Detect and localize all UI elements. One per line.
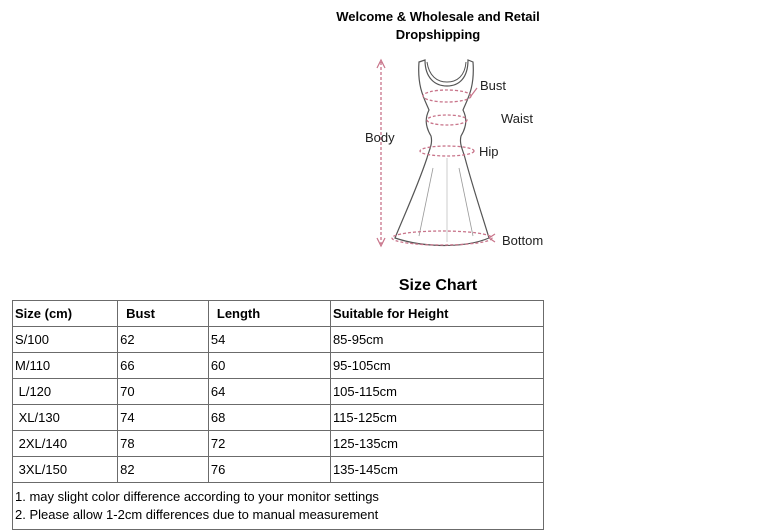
cell-bust: 66 — [118, 353, 209, 379]
cell-size: L/120 — [13, 379, 118, 405]
size-chart-table — [12, 300, 544, 530]
hip-label: Hip — [479, 144, 499, 159]
cell-height: 115-125cm — [330, 405, 543, 431]
cell-height: 85-95cm — [330, 327, 543, 353]
cell-length: 64 — [208, 379, 330, 405]
table-header-row — [13, 301, 544, 327]
bust-label: Bust — [480, 78, 507, 93]
table-row — [13, 431, 544, 457]
table-row — [13, 327, 544, 353]
cell-length: 68 — [208, 405, 330, 431]
header-size: Size (cm) — [13, 301, 118, 327]
header-line-1: Welcome & Wholesale and Retail — [336, 9, 540, 24]
table-row — [13, 353, 544, 379]
cell-length: 54 — [208, 327, 330, 353]
dress-outline — [395, 60, 489, 246]
header-length: Length — [208, 301, 330, 327]
dress-measurement-diagram — [355, 48, 565, 258]
table-row — [13, 405, 544, 431]
cell-size: M/110 — [13, 353, 118, 379]
cell-height: 105-115cm — [330, 379, 543, 405]
cell-size: 3XL/150 — [13, 457, 118, 483]
header-line-2: Dropshipping — [395, 27, 481, 42]
cell-height: 95-105cm — [330, 353, 543, 379]
notes-row — [13, 483, 544, 530]
header-height: Suitable for Height — [330, 301, 543, 327]
notes-cell — [13, 483, 544, 530]
note-2: 2. Please allow 1-2cm differences due to manual measurement — [15, 507, 379, 522]
cell-bust: 82 — [118, 457, 209, 483]
table-row — [13, 379, 544, 405]
cell-bust: 62 — [118, 327, 209, 353]
waist-label: Waist — [501, 111, 534, 126]
cell-size: XL/130 — [13, 405, 118, 431]
cell-length: 60 — [208, 353, 330, 379]
cell-bust: 74 — [118, 405, 209, 431]
cell-height: 135-145cm — [330, 457, 543, 483]
cell-size: 2XL/140 — [13, 431, 118, 457]
cell-length: 76 — [208, 457, 330, 483]
table-row — [13, 457, 544, 483]
page-header — [238, 8, 638, 44]
size-chart-title: Size Chart — [398, 277, 478, 294]
bottom-label: Bottom — [502, 233, 544, 248]
body-label: Body — [365, 130, 395, 145]
cell-bust: 78 — [118, 431, 209, 457]
note-1: 1. may slight color difference according to your monitor settings — [15, 489, 379, 504]
dress-illustration — [355, 48, 565, 258]
cell-height: 125-135cm — [330, 431, 543, 457]
cell-size: S/100 — [13, 327, 118, 353]
cell-bust: 70 — [118, 379, 209, 405]
cell-length: 72 — [208, 431, 330, 457]
header-bust: Bust — [118, 301, 209, 327]
